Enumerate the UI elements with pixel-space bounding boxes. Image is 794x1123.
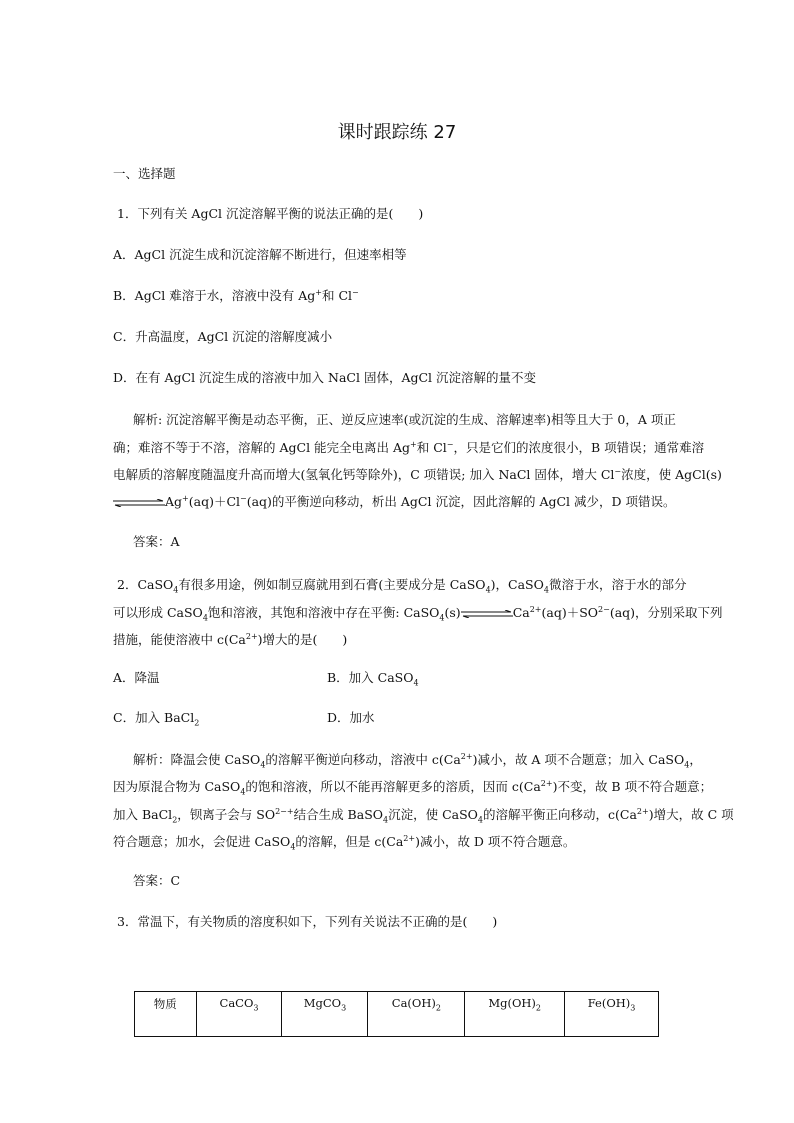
page-title: 课时跟踪练 27: [337, 122, 457, 143]
q2-explanation-line2: 因为原混合物为 CaSO$_4$的饱和溶液，所以不能再溶解更多的溶质，因而 $c(Ca^{2+})$不变，故 B 项不符合题意；: [113, 778, 713, 797]
solubility-product-table: [134, 991, 659, 1037]
q2-option-a: A．降温: [113, 670, 160, 685]
q1-option-a: A．AgCl 沉淀生成和沉淀溶解不断进行，但速率相等: [113, 247, 407, 262]
q1-option-d: D．在有 AgCl 沉淀生成的溶液中加入 NaCl 固体，AgCl 沉淀溶解的量不变: [113, 370, 537, 385]
table-header-cell: MgCO$_3$: [282, 992, 368, 1037]
q1-stem: 1．下列有关 AgCl 沉淀溶解平衡的说法正确的是( ): [117, 206, 424, 221]
q2-explanation-line1: 解析：降温会使 CaSO$_4$的溶解平衡逆向移动，溶液中 $c(Ca^{2+})$减小，故 A 项不合题意；加入 CaSO$_4$，: [133, 751, 702, 770]
q1-option-c: C．升高温度，AgCl 沉淀的溶解度减小: [113, 329, 333, 344]
equilibrium-arrow-icon: [461, 610, 513, 618]
q2-stem-line3: 措施，能使溶液中 $c(Ca^{2+})$增大的是( ): [113, 631, 348, 647]
q2-option-b: B．加入 CaSO$_4$: [327, 670, 419, 688]
table-header-cell: CaCO$_3$: [196, 992, 282, 1037]
table-header-cell: $Fe(OH)_3$: [565, 992, 659, 1037]
q3-stem: 3．常温下，有关物质的溶度积如下，下列有关说法不正确的是( ): [117, 914, 498, 929]
q1-answer: 答案：A: [133, 534, 180, 549]
q2-explanation-line4: 符合题意；加水，会促进 CaSO$_4$的溶解，但是 $c(Ca^{2+})$减小，故 D 项不符合题意。: [113, 833, 576, 852]
q2-explanation-line3: 加入 BaCl$_2$，钡离子会与 $SO^{2-+}$结合生成 BaSO$_4$沉淀，使 CaSO$_4$的溶解平衡正向移动，$c(Ca^{2+})$增大，故 C 项: [113, 806, 734, 825]
q1-option-b: B．AgCl 难溶于水，溶液中没有 Ag+和 Cl−: [113, 287, 359, 303]
table-header-cell: $Ca(OH)_2$: [368, 992, 465, 1037]
q2-option-d: D．加水: [327, 710, 375, 725]
table-header-cell: 物质: [135, 992, 197, 1037]
q1-explanation-line3: 电解质的溶解度随温度升高而增大(氢氧化钙等除外)，C 项错误; 加入 NaCl 固体，增大 Cl−浓度，使 AgCl(s): [113, 466, 722, 482]
section-heading: 一、选择题: [113, 166, 176, 181]
q1-explanation-line4: Ag+(aq)＋Cl−(aq)的平衡逆向移动，析出 AgCl 沉淀，因此溶解的 AgCl 减少，D 项错误。: [113, 492, 717, 510]
q1-explanation-line2: 确；难溶不等于不溶，溶解的 AgCl 能完全电离出 Ag+和 Cl−，只是它们的浓度很小，B 项错误；通常难溶: [113, 439, 705, 455]
table-header-cell: $Mg(OH)_2$: [465, 992, 565, 1037]
q1-explanation-line1: 解析: 沉淀溶解平衡是动态平衡，正、逆反应速率(或沉淀的生成、溶解速率)相等且大于 0，A 项正: [133, 412, 676, 427]
q2-stem-line2: 可以形成 CaSO$_4$饱和溶液，其饱和溶液中存在平衡: CaSO$_4$(s) $Ca^{2+}(aq)+SO^{2-}(aq)$，分别采取下列: [113, 604, 723, 623]
table-header-row: [135, 992, 659, 1037]
q2-stem-line1: 2．CaSO$_4$有很多用途，例如制豆腐就用到石膏(主要成分是 CaSO$_4$)，CaSO$_4$微溶于水，溶于水的部分: [117, 577, 687, 595]
q2-answer: 答案：C: [133, 873, 181, 888]
equilibrium-arrow-icon: [113, 499, 165, 507]
q2-option-c: C．加入 BaCl$_2$: [113, 710, 200, 728]
